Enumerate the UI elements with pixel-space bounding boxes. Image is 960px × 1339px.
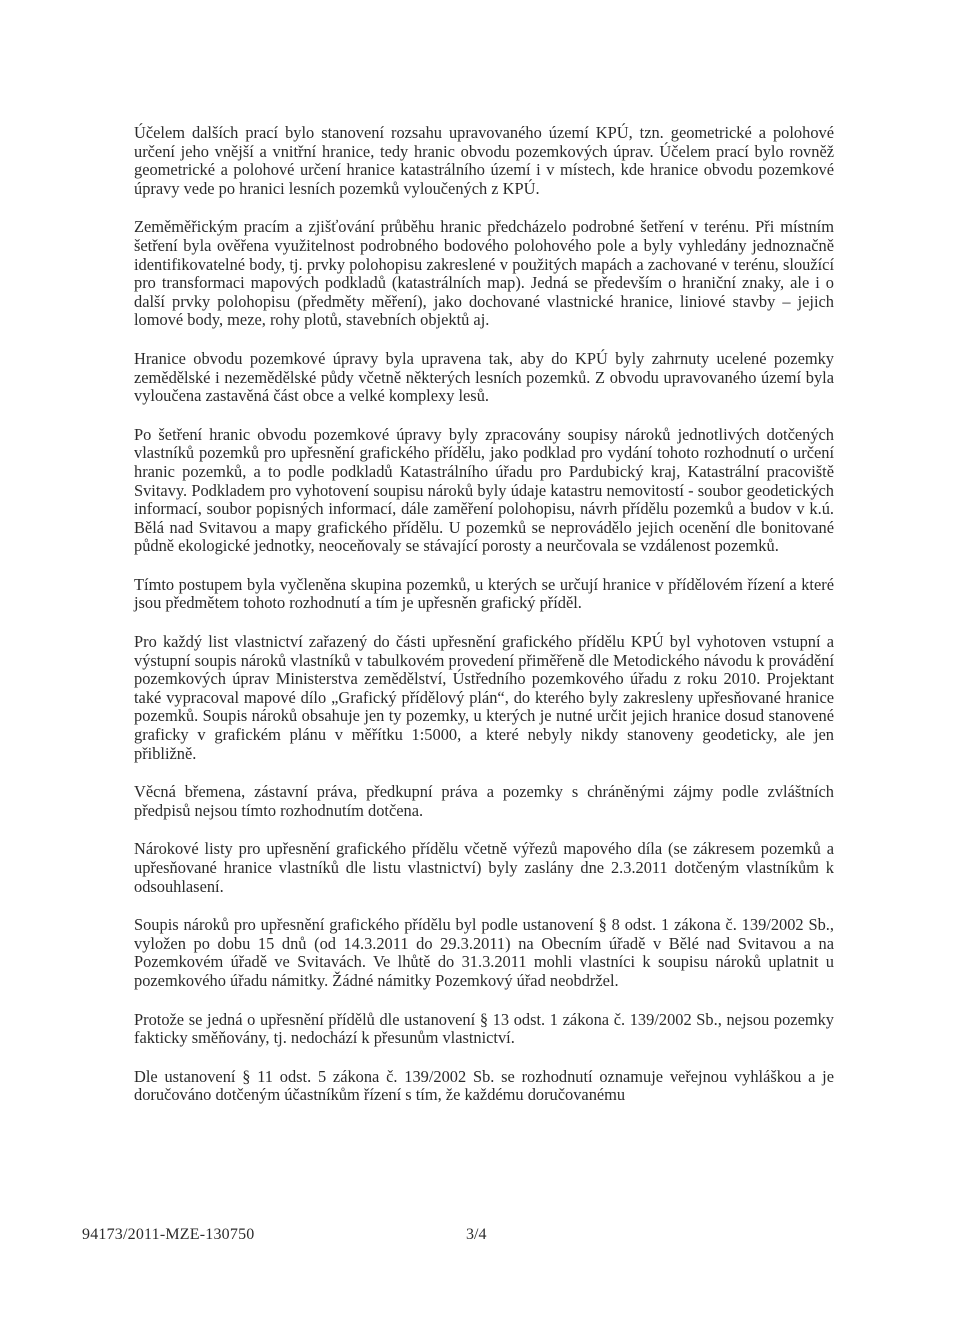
paragraph: Soupis nároků pro upřesnění grafického přídělu byl podle ustanovení § 8 odst. 1 zákona č. 139/2002 Sb., vyložen po dobu 15 dnů (od 14.3.2011 do 29.3.2011) na Obecním úřadě v Bělé nad Svitavou a na Pozemkovém úřadě ve Svitavách. Ve lhůtě do 31.3.2011 mohli vlastníci k soupisu nároků uplatnit u pozemkového úřadu námitky. Žádné námitky Pozemkový úřad neobdržel. xyxy=(134,915,834,990)
paragraph: Protože se jedná o upřesnění přídělů dle ustanovení § 13 odst. 1 zákona č. 139/2002 Sb., nejsou pozemky fakticky směňovány, tj. nedochází k přesunům vlastnictví. xyxy=(134,1009,834,1048)
document-id: 94173/2011-MZE-130750 xyxy=(82,1226,255,1243)
paragraph: Hranice obvodu pozemkové úpravy byla upravena tak, aby do KPÚ byly zahrnuty ucelené pozemky zemědělské i nezemědělské půdy včetně některých lesních pozemků. Z obvodu upravovaného území byla vyloučena zastavěná část obce a velké komplexy lesů. xyxy=(134,348,834,406)
paragraph: Věcná břemena, zástavní práva, předkupní práva a pozemky s chráněnými zájmy podle zvláštních předpisů nejsou tímto rozhodnutím dotčena. xyxy=(134,782,834,820)
paragraph: Nárokové listy pro upřesnění grafického přídělu včetně výřezů mapového díla (se zákresem pozemků a upřesňované hranice vlastníků dle listu vlastnictví) byly zaslány dne 2.3.2011 dotčeným vlastníkům k odsouhlasení. xyxy=(134,839,834,896)
page-number: 3/4 xyxy=(466,1226,487,1243)
document-body xyxy=(134,124,834,1125)
paragraph: Pro každý list vlastnictví zařazený do části upřesnění grafického přídělu KPÚ byl vyhotoven vstupní a výstupní soupis nároků vlastníků v tabulkovém provedení přiměřeně dle Metodického návodu k provádění pozemkových úprav Ministerstva zemědělství, Ústředního pozemkového úřadu z roku 2010. Projektant také vypracoval mapové dílo „Grafický přídělový plán“, do kterého byly zakresleny upřesňované hranice pozemků. Soupis nároků obsahuje jen ty pozemky, u kterých je nutné určit jejich hranice dosud stanovené graficky v grafickém plánu v měřítku 1:5000, a které nebyly nikdy stanoveny geodeticky, ale jen přibližně. xyxy=(134,632,834,763)
paragraph: Po šetření hranic obvodu pozemkové úpravy byly zpracovány soupisy nároků jednotlivých dotčených vlastníků pozemků pro upřesnění grafického přídělu, jako podklad pro vydání tohoto rozhodnutí o určení hranic pozemků, a to podle podkladů Katastrálního úřadu pro Pardubický kraj, Katastrální pracoviště Svitavy. Podkladem pro vyhotovení soupisu nároků byly údaje katastru nemovitostí - soubor geodetických informací, soubor popisných informací, dále zaměření polohopisu, návrh přídělu pozemků a budov v k.ú. Bělá nad Svitavou a mapy grafického přídělu. U pozemků se neprovádělo jejich ocenění dle bonitované půdně ekologické jednotky, neoceňovaly se stávající porosty a neurčovala se vzdálenost pozemků. xyxy=(134,424,834,556)
paragraph: Zeměměřickým pracím a zjišťování průběhu hranic předcházelo podrobné šetření v terénu. Při místním šetření byla ověřena využitelnost podrobného bodového polohového pole a byly vyhledány jednoznačně identifikovatelné body, tj. prvky polohopisu zakreslené v použitých mapách a zachované v terénu, sloužící pro transformaci mapových podkladů (katastrálních map). Jedná se především o hraniční znaky, ale i o další prvky polohopisu (předměty měření), jako dochované vlastnické hranice, liniové stavby – jejich lomové body, meze, rohy plotů, stavebních objektů aj. xyxy=(134,217,834,330)
paragraph: Dle ustanovení § 11 odst. 5 zákona č. 139/2002 Sb. se rozhodnutí oznamuje veřejnou vyhláškou a je doručováno dotčeným účastníkům řízení s tím, že každému doručovanému xyxy=(134,1066,834,1105)
paragraph: Tímto postupem byla vyčleněna skupina pozemků, u kterých se určují hranice v přídělovém řízení a které jsou předmětem tohoto rozhodnutí a tím je upřesněn grafický příděl. xyxy=(134,574,834,613)
paragraph: Účelem dalších prací bylo stanovení rozsahu upravovaného území KPÚ, tzn. geometrické a polohové určení jeho vnější a vnitřní hranice, tedy hranic obvodu pozemkových úprav. Účelem prací bylo rovněž geometrické a polohové určení hranice katastrálního území i v místech, kde hranice obvodu pozemkové úpravy vede po hranici lesních pozemků vyloučených z KPÚ. xyxy=(134,123,834,198)
